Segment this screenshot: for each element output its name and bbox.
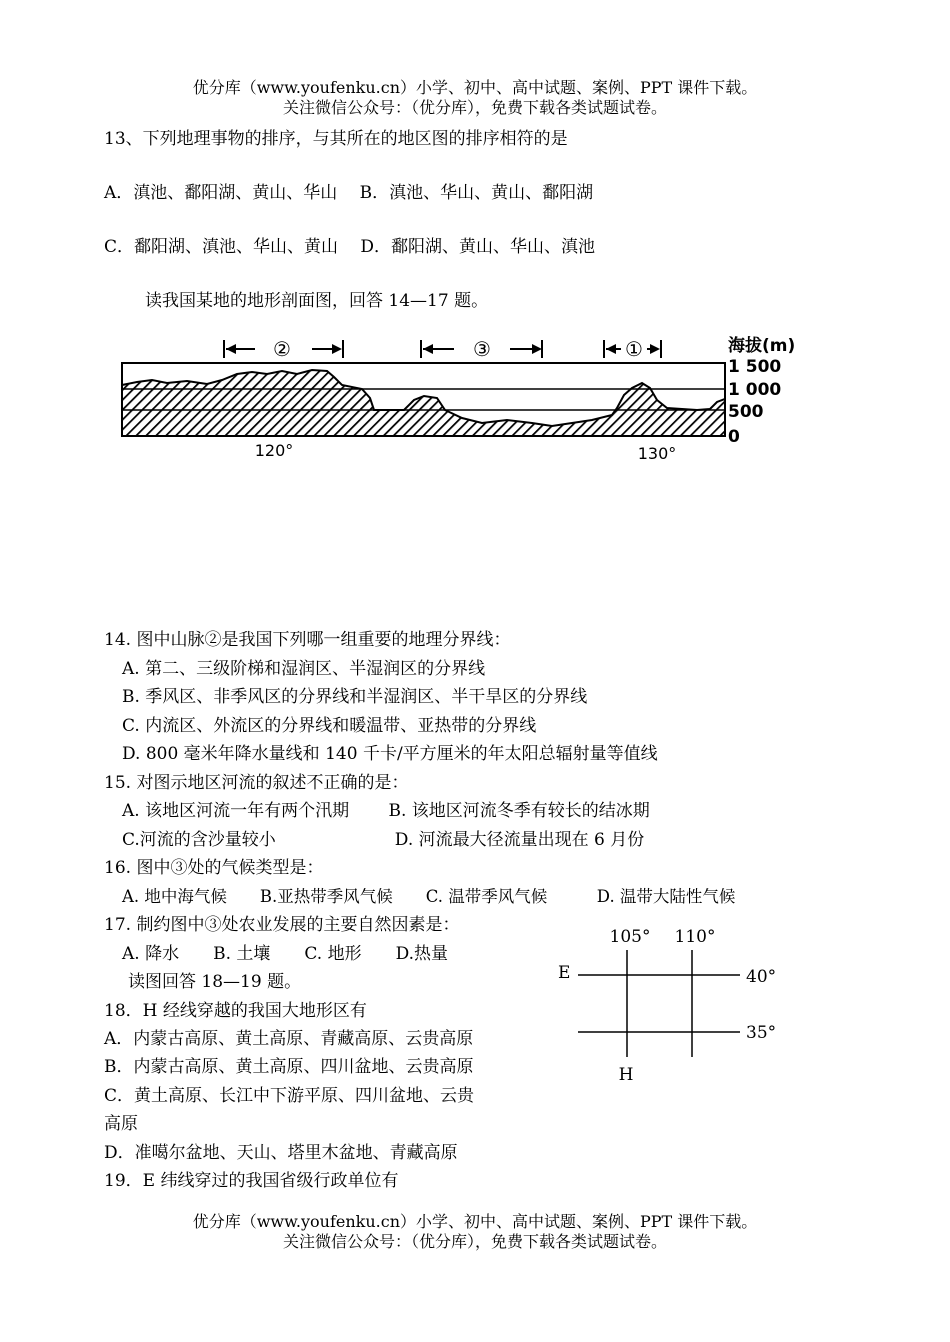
q15-options-cd: C.河流的含沙量较小 D. 河流最大径流量出现在 6 月份 xyxy=(122,830,645,850)
header-line-2: 关注微信公众号：（优分库），免费下载各类试题试卷。 xyxy=(282,98,667,117)
lat-long-grid-figure xyxy=(550,922,790,1087)
terrain-silhouette xyxy=(122,370,725,436)
grid-lon-110: 110° xyxy=(674,927,716,947)
grid-label-h: H xyxy=(618,1065,634,1085)
q15-options-ab: A. 该地区河流一年有两个汛期 B. 该地区河流冬季有较长的结冰期 xyxy=(122,801,650,821)
footer-line-1: 优分库（www.youfenku.cn）小学、初中、高中试题、案例、PPT 课件下载。 xyxy=(192,1212,758,1231)
longitude-130: 130° xyxy=(637,444,677,463)
q18-stem: 18．H 经线穿越的我国大地形区有 xyxy=(104,1001,367,1021)
grid-lat-40: 40° xyxy=(746,967,777,987)
intro-14-17: 读我国某地的地形剖面图，回答 14—17 题。 xyxy=(145,291,489,311)
grid-label-e: E xyxy=(558,963,571,983)
tick-500: 500 xyxy=(728,402,764,422)
tick-0: 0 xyxy=(728,427,740,447)
tick-1500: 1 500 xyxy=(728,357,782,377)
q14-option-d: D. 800 毫米年降水量线和 140 千卡/平方厘米的年太阳总辐射量等值线 xyxy=(122,744,658,764)
q15-stem: 15. 对图示地区河流的叙述不正确的是： xyxy=(104,773,409,793)
header-line-1: 优分库（www.youfenku.cn）小学、初中、高中试题、案例、PPT 课件下载。 xyxy=(192,78,758,97)
q16-stem: 16. 图中③处的气候类型是： xyxy=(104,858,324,878)
tick-1000: 1 000 xyxy=(728,380,782,400)
q14-option-c: C. 内流区、外流区的分界线和暖温带、亚热带的分界线 xyxy=(122,716,537,736)
q13-options-ab: A．滇池、鄱阳湖、黄山、华山 B．滇池、华山、黄山、鄱阳湖 xyxy=(104,183,594,203)
q13-options-cd: C．鄱阳湖、滇池、华山、黄山 D．鄱阳湖、黄山、华山、滇池 xyxy=(104,237,596,257)
q18-option-b: B．内蒙古高原、黄土高原、四川盆地、云贵高原 xyxy=(104,1057,474,1077)
q14-stem: 14. 图中山脉②是我国下列哪一组重要的地理分界线： xyxy=(104,630,511,650)
longitude-120: 120° xyxy=(254,441,294,460)
segment-2-label: ② xyxy=(273,337,291,361)
axis-title: 海拔(m) xyxy=(728,336,796,356)
q13-stem: 13、下列地理事物的排序，与其所在的地区图的排序相符的是 xyxy=(104,129,568,149)
q18-option-d: D．准噶尔盆地、天山、塔里木盆地、青藏高原 xyxy=(104,1143,458,1163)
q16-options: A. 地中海气候 B.亚热带季风气候 C. 温带季风气候 D. 温带大陆性气候 xyxy=(122,887,736,906)
q14-option-a: A. 第二、三级阶梯和湿润区、半湿润区的分界线 xyxy=(122,659,486,679)
q18-option-c-cont: 高原 xyxy=(104,1114,138,1134)
q17-stem: 17. 制约图中③处农业发展的主要自然因素是： xyxy=(104,915,460,935)
terrain-profile-figure xyxy=(112,330,802,465)
grid-lat-35: 35° xyxy=(746,1023,777,1043)
intro-18-19: 读图回答 18—19 题。 xyxy=(128,972,302,992)
q18-option-c: C．黄土高原、长江中下游平原、四川盆地、云贵 xyxy=(104,1086,475,1106)
q18-option-a: A．内蒙古高原、黄土高原、青藏高原、云贵高原 xyxy=(104,1029,474,1049)
grid-lon-105: 105° xyxy=(609,927,651,947)
q14-option-b: B. 季风区、非季风区的分界线和半湿润区、半干旱区的分界线 xyxy=(122,687,588,707)
q17-options: A. 降水 B. 土壤 C. 地形 D.热量 xyxy=(122,944,449,964)
segment-3-label: ③ xyxy=(473,337,491,361)
footer-line-2: 关注微信公众号：（优分库），免费下载各类试题试卷。 xyxy=(282,1232,667,1251)
segment-1-label: ① xyxy=(625,337,643,361)
q19-stem: 19．E 纬线穿过的我国省级行政单位有 xyxy=(104,1171,399,1191)
